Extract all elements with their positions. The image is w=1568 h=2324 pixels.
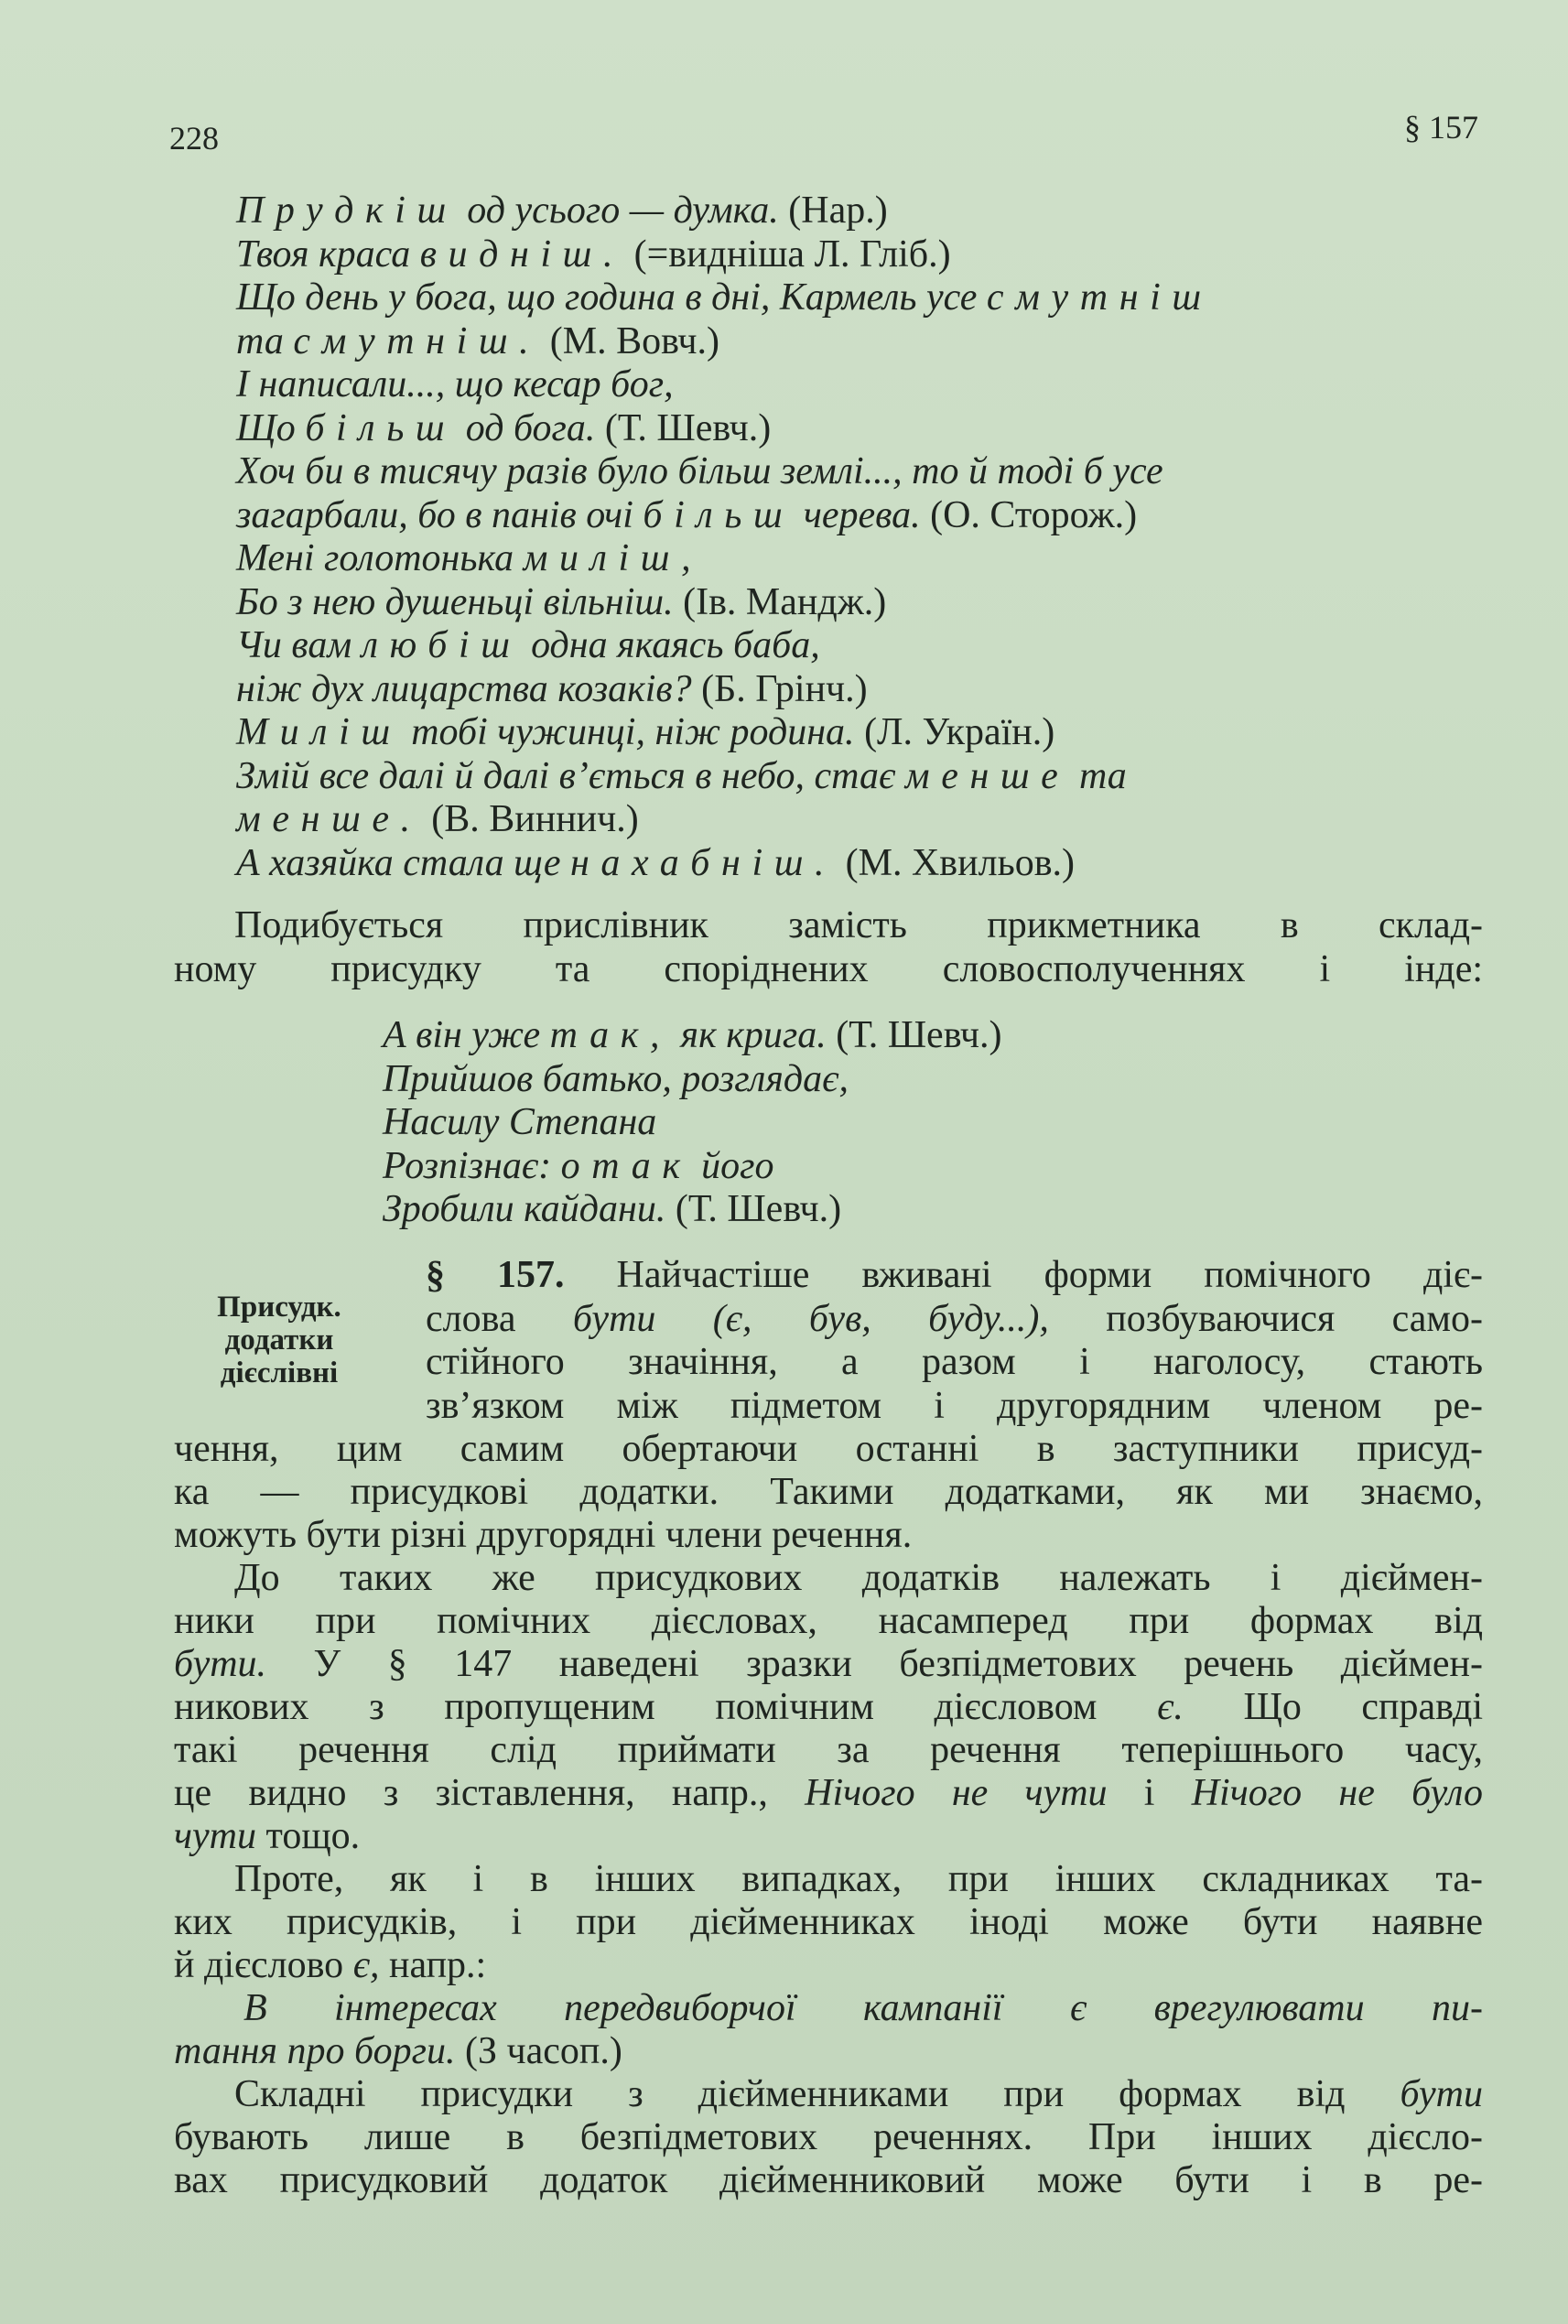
text-line [236,798,1486,842]
text-run: В інтересах передвиборчої кампанії є врегулювати пи- [243,1987,1483,2029]
text-run: миліш, [523,537,703,579]
text-run: любіш [361,624,522,666]
section-157-opening [426,1254,1483,1428]
text-run: Змій все далі й далі в’ється в небо, стає [236,754,905,797]
text-line [236,711,1486,755]
text-run: так, [549,1014,672,1056]
section-157 [174,1254,1483,1428]
text-line [174,1729,1483,1772]
text-run: більш [305,406,457,449]
text-run: (М. Вовч.) [540,319,719,362]
text-run: бувають лише в безпідметових реченнях. При інших дієсло- [174,2116,1483,2158]
text-run: (Т. Шевч.) [604,406,772,449]
text-line [383,1101,1481,1145]
text-run: менше [904,754,1070,797]
text-run: одна якаясь баба, [521,624,820,666]
text-run: од усього — думка. [457,189,789,232]
text-run: вах присудковий додаток дієйменниковий може бути і в ре- [174,2159,1483,2201]
text-line [174,2159,1483,2202]
section-157-body [174,1428,1483,2202]
text-run: це видно з зіставлення, напр., [174,1772,806,1814]
text-line [174,1858,1483,1901]
text-run: більш [643,493,795,536]
text-run: смутніш [986,276,1213,319]
text-run: і [1107,1772,1192,1814]
text-line [426,1254,1483,1298]
text-run: Найчастіше вживані форми помічного діє- [564,1254,1483,1296]
text-run: А він уже [383,1014,550,1056]
text-run: Прудкіш [236,189,458,232]
text-run: (Л. Україн.) [864,711,1055,753]
text-run: (М. Хвильов.) [836,841,1076,884]
text-line: ному присудку та споріднених словосполученнях і інде: [174,947,1483,990]
text-run: (З часоп.) [465,2030,622,2072]
text-run: позбуваючися само- [1048,1297,1483,1340]
text-line [236,320,1486,364]
text-line [174,1600,1483,1643]
text-line [174,1471,1483,1514]
text-line [174,2030,1483,2073]
text-run: Складні присудки з дієйменниками при формах від [234,2073,1400,2115]
margin-heading-line: дієслівні [220,1357,339,1389]
text-line [236,668,1486,712]
text-run: та [1069,754,1127,797]
text-run: Проте, як і в інших випадках, при інших складниках та- [234,1858,1483,1900]
text-run: ники при помічних дієсловах, насамперед при формах від [174,1600,1483,1642]
text-run: Бо з нею душеньці вільніш. [236,580,684,623]
text-run: як крига. [671,1014,837,1056]
text-run: (Б. Грінч.) [701,667,868,710]
text-run: менше. [236,798,422,840]
text-line [174,1557,1483,1600]
text-run: Що день у бога, що година в дні, Кармель усе [236,276,987,319]
text-run: Прийшов батько, розглядає, [383,1057,849,1100]
text-line [383,1145,1481,1189]
page-number: 228 [169,120,219,157]
text-run: тання про борги. [174,2030,465,2072]
text-run: нахабніш. [569,841,837,884]
text-line [236,755,1486,799]
text-line [236,189,1486,233]
paragraph-adverb-note [174,904,1483,991]
text-run: Розпізнає: [383,1144,561,1187]
text-run: Хоч би в тисячу разів було більш землі..., то й тоді б усе [236,450,1163,492]
text-run: ка — присудкові додатки. Такими додатками, як ми знаємо, [174,1471,1483,1513]
text-run: бути (є, був, буду...), [572,1297,1049,1340]
text-line [236,363,1486,407]
text-run: слова [426,1297,573,1340]
text-run: од бога. [456,406,605,449]
text-run: Нічого не чути [805,1772,1108,1814]
text-line [236,581,1486,625]
text-run: й дієслово [174,1944,353,1986]
text-line [383,1188,1481,1232]
text-run: напр.: [379,1944,487,1986]
text-line: Подибується прислівник замість прикметника в склад- [234,904,1483,946]
text-line [174,2073,1483,2116]
margin-heading-line: додатки [224,1324,334,1357]
text-run: До таких же присудкових додатків належать і дієймен- [234,1557,1483,1599]
text-line [174,1686,1483,1729]
text-line [426,1298,1483,1342]
text-run: (Нар.) [788,189,888,232]
text-run: чути [174,1815,257,1857]
text-run: (Т. Шевч.) [675,1188,842,1230]
text-run: У § 147 наведені зразки безпідметових речень дієймен- [266,1643,1483,1685]
text-run: (Т. Шевч.) [836,1014,1002,1056]
example-quotes-shevchenko [383,1014,1481,1232]
text-run: Нічого не було [1191,1772,1483,1814]
text-run: стійного значіння, а разом і наголосу, стають [426,1341,1483,1383]
text-run: § 157. [426,1254,565,1296]
text-line [383,1058,1481,1102]
text-line [236,842,1486,886]
text-run: можуть бути різні другорядні члени речення. [174,1514,913,1556]
text-line [236,537,1486,581]
text-run: є, [352,1944,380,1986]
margin-heading-line: Присудк. [217,1291,341,1324]
text-line [236,624,1486,668]
text-run: никових з пропущеним помічним дієсловом [174,1686,1158,1728]
text-line [236,276,1486,320]
text-run: бути [1400,2073,1483,2115]
text-line [236,407,1486,451]
text-run: Насилу Степана [383,1101,657,1143]
text-run: черева. [794,493,931,536]
text-line [236,233,1486,277]
text-run: смутніш. [293,319,541,362]
text-run: такі речення слід приймати за речення теперішнього часу, [174,1729,1483,1771]
page-header [169,108,1478,157]
text-run: І написали..., що кесар бог, [236,363,674,405]
text-run: зв’язком між підметом і другорядним членом ре- [426,1384,1483,1427]
text-line [174,1643,1483,1686]
text-run: його [691,1144,774,1187]
text-run: виднiш. [419,232,625,276]
text-run: А хазяйка стала ще [236,841,570,884]
text-run: тобі чужинці, ніж родина. [401,711,865,753]
section-reference: § 157 [1404,109,1478,146]
text-run: чення, цим самим обертаючи останні в заступники присуд- [174,1428,1483,1470]
text-line [174,1428,1483,1471]
text-run: загарбали, бо в панів очі [236,493,643,536]
text-line [174,1944,1483,1987]
text-run: (Ів. Мандж.) [683,580,887,623]
text-line [383,1014,1481,1058]
text-run: тощо. [256,1815,361,1857]
text-run: ніж дух лицарства козаків? [236,667,702,710]
example-quotes-adverbs [236,189,1486,885]
text-line [426,1385,1483,1429]
text-line [174,1815,1483,1858]
text-line [174,2116,1483,2159]
text-line [174,1901,1483,1944]
text-run: та [236,319,294,362]
text-run: Миліш [236,711,402,753]
text-run: Чи вам [236,624,362,666]
text-run: Що [236,406,306,449]
text-run: Мені голотонька [236,537,524,579]
text-run: бути. [174,1643,267,1685]
text-line [236,450,1486,494]
text-run: отак [560,1144,692,1187]
margin-heading [174,1291,384,1389]
text-run: Зробили кайдани. [383,1188,676,1230]
text-line [236,494,1486,538]
text-line [174,1772,1483,1815]
text-run: Твоя краса [236,232,420,276]
text-run: ких присудків, і при дієйменниках іноді може бути наявне [174,1901,1483,1943]
text-run: (В. Виннич.) [421,798,639,840]
text-run: (О. Сторож.) [930,493,1138,536]
text-run: є. [1157,1686,1184,1728]
text-run: Що справді [1183,1686,1484,1728]
text-line [174,1514,1483,1557]
text-line [243,1987,1483,2030]
text-run: (=видніша Л. Гліб.) [624,232,951,276]
text-line [426,1341,1483,1385]
